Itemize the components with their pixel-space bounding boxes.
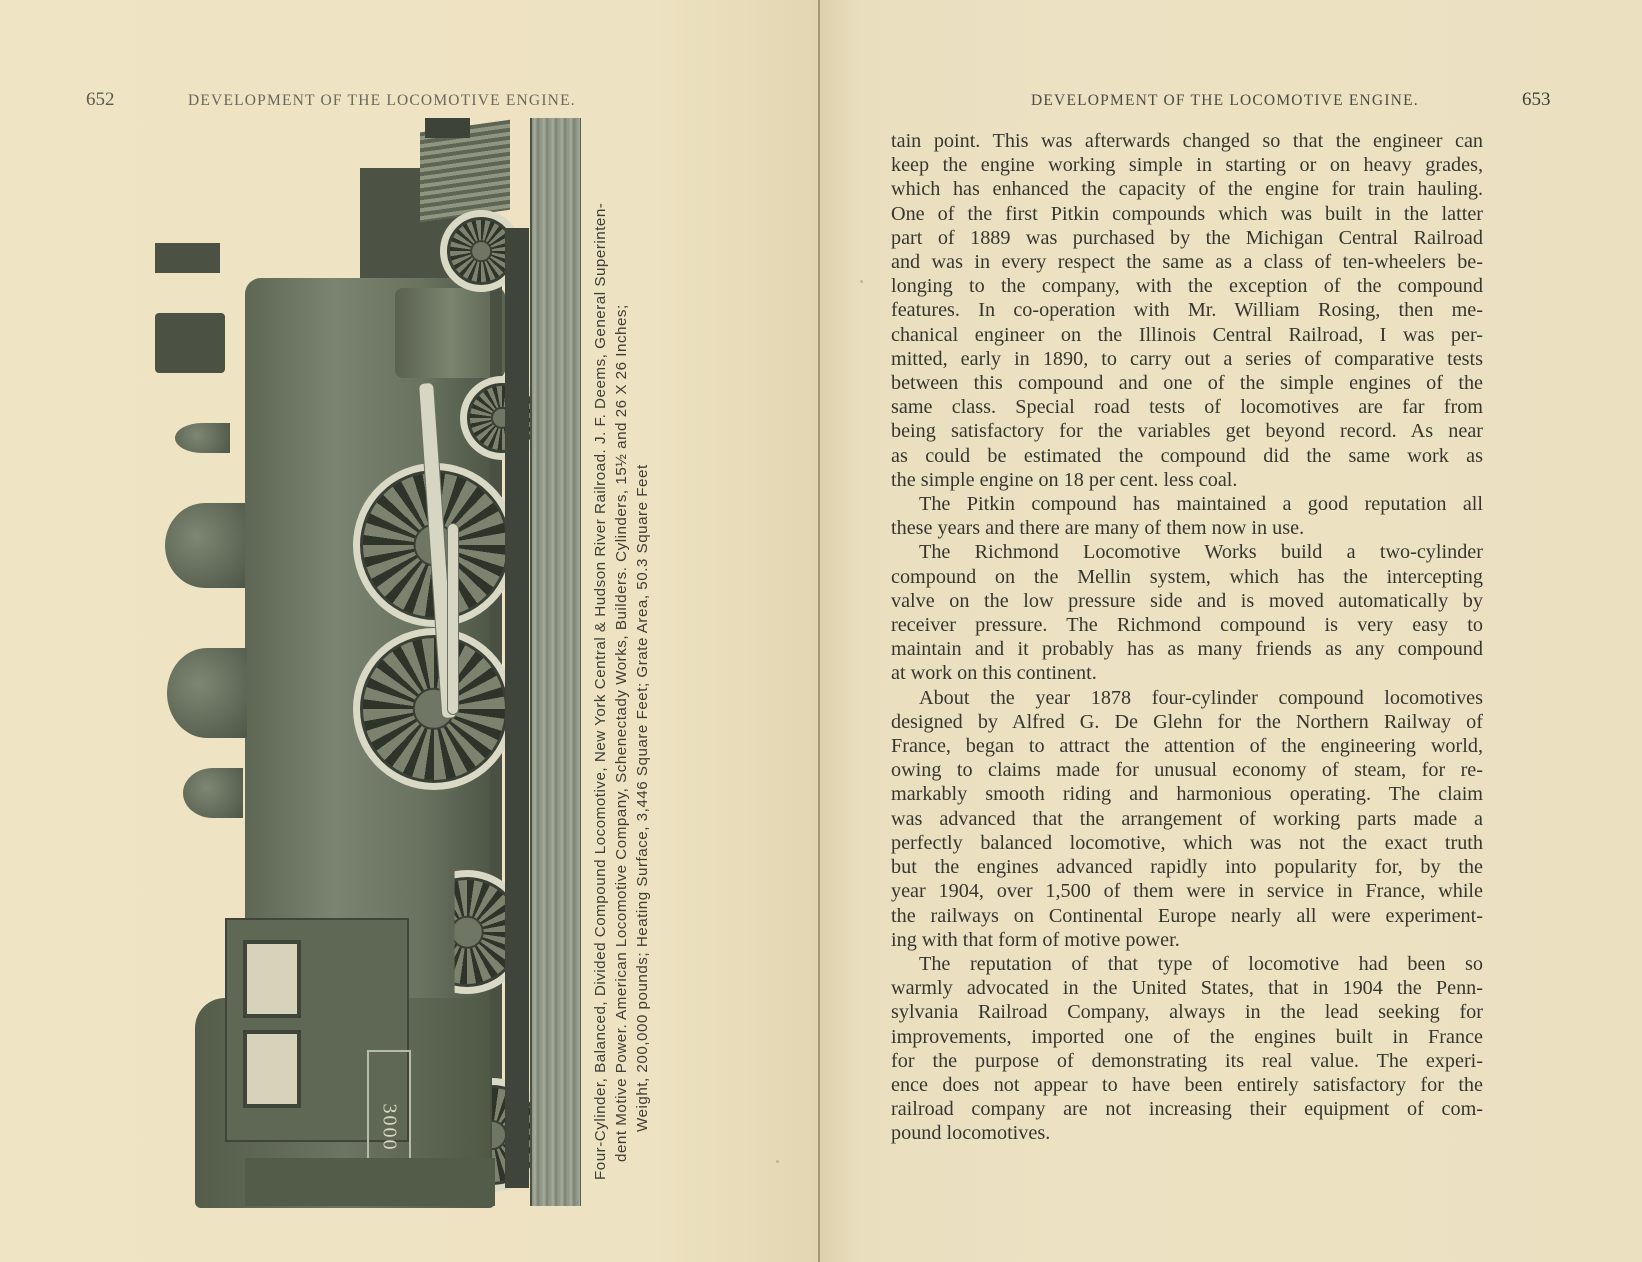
side-rod <box>447 523 459 715</box>
frame <box>505 228 529 1188</box>
page-number: 653 <box>1522 89 1551 110</box>
text-line: these years and there are many of them now in use. <box>891 517 1305 540</box>
text-line: being satisfactory for the variables get beyond record. As near <box>891 420 1483 443</box>
paper-speck <box>776 1160 779 1163</box>
steam-cylinder <box>395 288 505 378</box>
text-line: railroad company are not increasing their equipment of com- <box>891 1098 1483 1121</box>
running-head: DEVELOPMENT OF THE LOCOMOTIVE ENGINE. <box>188 92 576 109</box>
text-line: but the engines advanced rapidly into popularity for, by the <box>891 856 1483 879</box>
paragraph <box>891 952 1483 1146</box>
page-number: 652 <box>86 89 115 110</box>
paragraph <box>891 540 1483 685</box>
paragraph <box>891 129 1483 492</box>
text-line: the railways on Continental Europe nearly all were experiment- <box>891 904 1483 927</box>
text-line: valve on the low pressure side and is moved automatically by <box>891 589 1483 612</box>
running-head: DEVELOPMENT OF THE LOCOMOTIVE ENGINE. <box>1031 92 1419 109</box>
text-line: About the year 1878 four-cylinder compound locomotives <box>919 686 1483 709</box>
text-line: compound on the Mellin system, which has the intercepting <box>891 565 1483 588</box>
steam-dome <box>167 648 247 738</box>
cab <box>225 918 409 1151</box>
safety-valve <box>183 768 243 818</box>
paragraph <box>891 492 1483 540</box>
sand-dome <box>165 503 245 588</box>
text-line: designed by Alfred G. De Glehn for the Northern Railway of <box>891 710 1483 733</box>
text-line: the simple engine on 18 per cent. less coal. <box>891 468 1238 491</box>
buffer-beam <box>425 118 470 138</box>
text-line: year 1904, over 1,500 of them were in service in France, while <box>891 880 1483 903</box>
text-line: The Richmond Locomotive Works build a two-cylinder <box>919 541 1483 564</box>
text-line: was advanced that the arrangement of working parts made a <box>891 807 1483 830</box>
text-line: France, began to attract the attention of the engineering world, <box>891 735 1483 758</box>
text-line: same class. Special road tests of locomotives are far from <box>891 396 1483 419</box>
text-line: at work on this continent. <box>891 662 1097 685</box>
caption-line: Four-Cylinder, Balanced, Divided Compound Locomotive, New York Central & Hudson River Railroad. J. F. Deems, General Superinten- <box>592 202 609 1180</box>
bell <box>175 423 230 453</box>
plate-caption <box>590 118 680 1180</box>
caption-line: Weight, 200,000 pounds; Heating Surface, 3,446 Square Feet; Grate Area, 50.3 Square Feet <box>634 464 651 1132</box>
cab-window <box>243 940 301 1018</box>
text-line: maintain and it probably has as many friends as any compound <box>891 638 1483 661</box>
smokestack <box>155 313 225 373</box>
text-line: ing with that form of motive power. <box>891 928 1180 951</box>
text-line: for the purpose of demonstrating its real value. The experi- <box>891 1049 1483 1072</box>
text-line: mitted, early in 1890, to carry out a series of comparative tests <box>891 347 1483 370</box>
text-line: owing to claims made for unusual economy of steam, for re- <box>891 759 1483 782</box>
caption-line: dent Motive Power. American Locomotive Company, Schenectady Works, Builders. Cylinders, 15½ and 26 X 26 Inches; <box>613 304 630 1162</box>
paper-speck <box>860 280 863 283</box>
text-line: tain point. This was afterwards changed so that the engineer can <box>891 130 1483 152</box>
body-text <box>891 129 1483 1146</box>
locomotive-photograph <box>155 118 580 1206</box>
text-line: markably smooth riding and harmonious operating. The claim <box>891 783 1483 806</box>
text-line: pound locomotives. <box>891 1122 1051 1145</box>
cab-number: 3000 <box>378 1103 401 1151</box>
text-line: and was in every respect the same as a class of ten-wheelers be- <box>891 251 1483 274</box>
text-line: The reputation of that type of locomotive had been so <box>919 952 1483 975</box>
text-line: The Pitkin compound has maintained a good reputation all <box>919 493 1483 516</box>
tender-front <box>245 1158 495 1206</box>
text-line: One of the first Pitkin compounds which was built in the latter <box>891 202 1483 225</box>
text-line: ence does not appear to have been entirely satisfactory for the <box>891 1073 1483 1096</box>
text-line: part of 1889 was purchased by the Michigan Central Railroad <box>891 226 1483 249</box>
text-line: features. In co-operation with Mr. William Rosing, then me- <box>891 299 1483 322</box>
headlight <box>155 243 220 273</box>
rail-track <box>530 118 581 1206</box>
text-line: keep the engine working simple in starting or on heavy grades, <box>891 154 1483 177</box>
text-line: longing to the company, with the exception of the compound <box>891 275 1483 298</box>
left-page <box>0 0 820 1262</box>
text-line: chanical engineer on the Illinois Central Railroad, I was per- <box>891 323 1483 346</box>
driving-wheel <box>353 628 515 790</box>
text-line: perfectly balanced locomotive, which was not the exact truth <box>891 831 1483 854</box>
text-line: as could be estimated the compound did the same work as <box>891 444 1483 467</box>
text-line: receiver pressure. The Richmond compound is very easy to <box>891 614 1483 637</box>
text-line: which has enhanced the capacity of the engine for train hauling. <box>891 178 1483 201</box>
text-line: improvements, imported one of the engines built in France <box>891 1025 1483 1048</box>
cab-window <box>243 1030 301 1108</box>
text-line: sylvania Railroad Company, always in the lead seeking for <box>891 1001 1483 1024</box>
text-line: warmly advocated in the United States, that in 1904 the Penn- <box>891 977 1483 1000</box>
paragraph <box>891 686 1483 952</box>
text-line: between this compound and one of the simple engines of the <box>891 372 1483 395</box>
